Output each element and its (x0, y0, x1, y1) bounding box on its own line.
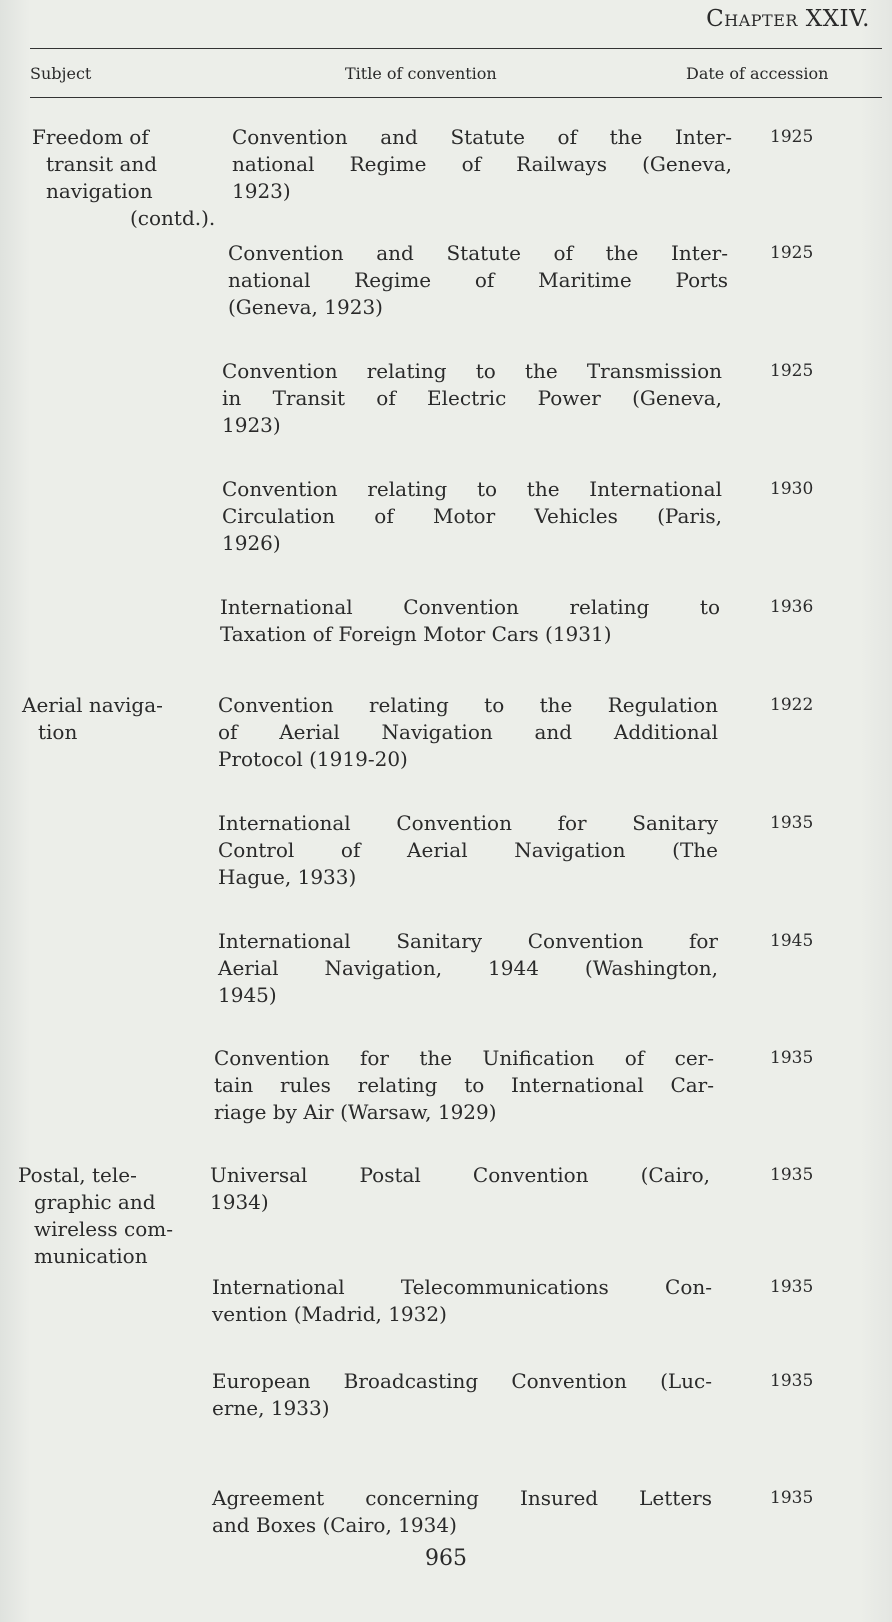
subject-line: Freedom of (32, 125, 149, 149)
title-line: Convention for the Unification of cer- (214, 1046, 714, 1070)
title-line: Convention relating to the Transmission (222, 359, 722, 383)
page-number: 965 (425, 1546, 467, 1571)
date-cell: 1935 (770, 1488, 814, 1508)
date-cell: 1925 (770, 361, 814, 381)
column-header-title: Title of convention (345, 64, 497, 83)
title-line: Aerial Navigation, 1944 (Washington, (218, 956, 718, 980)
subject-line: munication (34, 1244, 148, 1268)
title-cell (214, 1045, 714, 1126)
column-header-date: Date of accession (686, 64, 829, 83)
title-line: Convention and Statute of the Inter- (228, 241, 728, 265)
column-header-subject: Subject (30, 64, 92, 83)
title-line: Taxation of Foreign Motor Cars (1931) (220, 622, 612, 646)
subject-line: wireless com- (34, 1217, 173, 1241)
title-cell (222, 358, 722, 439)
title-line: International Sanitary Convention for (218, 929, 718, 953)
date-cell: 1925 (770, 127, 814, 147)
subject-line: tion (38, 720, 78, 744)
subject-line: transit and (46, 152, 158, 176)
title-line: International Telecommunications Con- (212, 1275, 712, 1299)
date-cell: 1936 (770, 597, 814, 617)
title-line: erne, 1933) (212, 1396, 330, 1420)
date-cell: 1922 (770, 695, 814, 715)
title-line: Convention relating to the Regulation (218, 693, 718, 717)
title-line: tain rules relating to International Car- (214, 1073, 714, 1097)
date-cell: 1935 (770, 1277, 814, 1297)
title-line: International Convention for Sanitary (218, 811, 718, 835)
title-line: of Aerial Navigation and Additional (218, 720, 718, 744)
title-line: in Transit of Electric Power (Geneva, (222, 386, 722, 410)
subject-cell (18, 692, 218, 746)
title-cell (212, 1274, 712, 1328)
title-cell (222, 476, 722, 557)
title-line: Convention relating to the International (222, 477, 722, 501)
subject-line: (contd.). (130, 206, 216, 230)
date-cell: 1935 (770, 1048, 814, 1068)
title-line: 1923) (222, 413, 281, 437)
title-line: national Regime of Maritime Ports (228, 268, 728, 292)
running-head: Chapter XXIV. (706, 6, 870, 32)
title-line: Control of Aerial Navigation (The (218, 838, 718, 862)
title-line: (Geneva, 1923) (228, 295, 383, 319)
title-line: International Convention relating to (220, 595, 720, 619)
subject-cell (18, 124, 218, 232)
title-cell (218, 928, 718, 1009)
subject-cell (18, 1162, 218, 1270)
title-line: and Boxes (Cairo, 1934) (212, 1513, 457, 1537)
title-line: 1934) (210, 1190, 269, 1214)
title-line: European Broadcasting Convention (Luc- (212, 1369, 712, 1393)
date-cell: 1935 (770, 1165, 814, 1185)
title-line: riage by Air (Warsaw, 1929) (214, 1100, 497, 1124)
title-line: Hague, 1933) (218, 865, 357, 889)
title-line: 1926) (222, 531, 281, 555)
title-cell (212, 1368, 712, 1422)
title-line: Universal Postal Convention (Cairo, (210, 1163, 710, 1187)
subject-line: Postal, tele- (18, 1163, 137, 1187)
title-line: national Regime of Railways (Geneva, (232, 152, 732, 176)
subject-line: graphic and (34, 1190, 156, 1214)
title-cell (218, 810, 718, 891)
date-cell: 1945 (770, 931, 814, 951)
title-cell (218, 692, 718, 773)
subject-line: navigation (46, 179, 153, 203)
title-line: Convention and Statute of the Inter- (232, 125, 732, 149)
title-cell (220, 594, 720, 648)
title-line: Protocol (1919-20) (218, 747, 408, 771)
date-cell: 1935 (770, 813, 814, 833)
top-rule (30, 48, 882, 49)
title-cell (228, 240, 728, 321)
title-line: Agreement concerning Insured Letters (212, 1486, 712, 1510)
subject-line: Aerial naviga- (22, 693, 163, 717)
title-cell (210, 1162, 710, 1216)
date-cell: 1925 (770, 243, 814, 263)
title-line: Circulation of Motor Vehicles (Paris, (222, 504, 722, 528)
date-cell: 1935 (770, 1371, 814, 1391)
title-cell (232, 124, 732, 205)
date-cell: 1930 (770, 479, 814, 499)
title-line: 1945) (218, 983, 277, 1007)
title-line: 1923) (232, 179, 291, 203)
title-cell (212, 1485, 712, 1539)
title-line: vention (Madrid, 1932) (212, 1302, 447, 1326)
header-rule (30, 97, 882, 98)
